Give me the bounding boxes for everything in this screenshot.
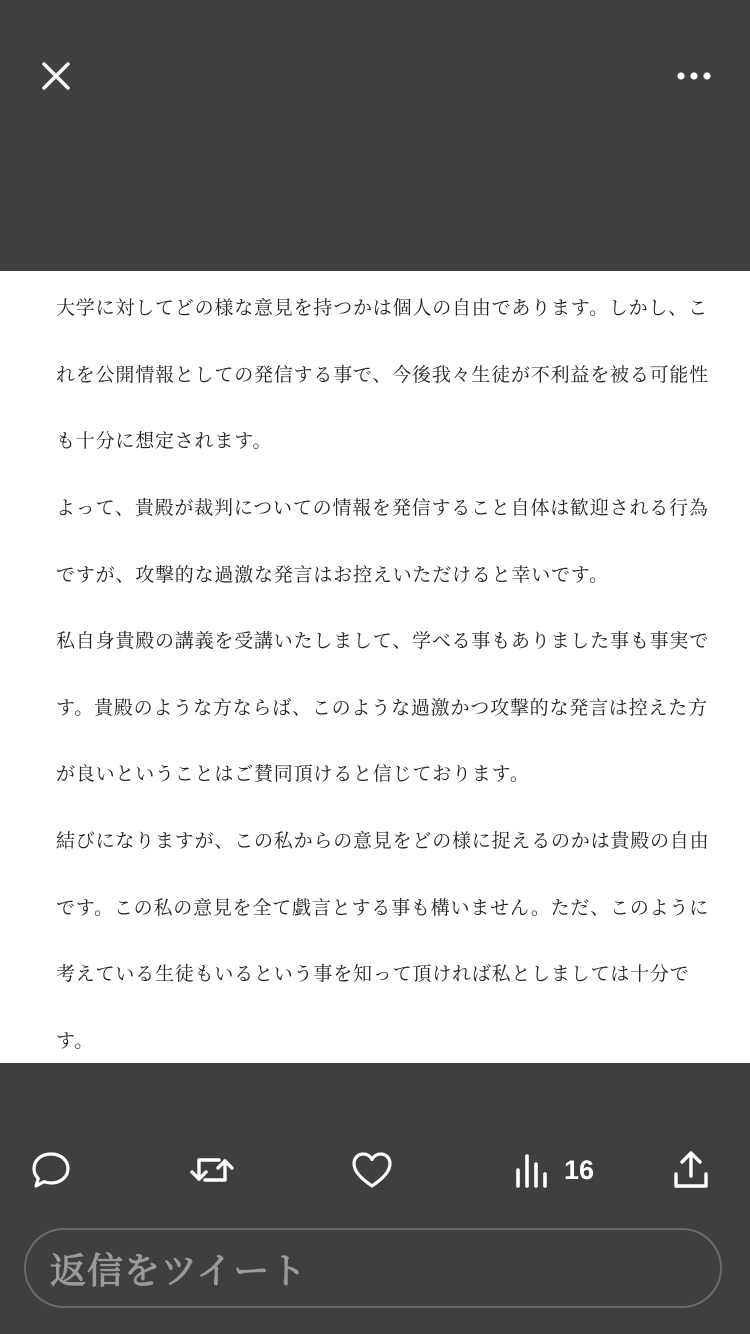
document-line: 大学に対してどの様な意見を持つかは個人の自由であります。しかし、こ — [56, 297, 708, 319]
heart-icon — [350, 1149, 394, 1191]
reply-placeholder: 返信をツイート — [50, 1250, 308, 1292]
document-line: 結びになりますが、この私からの意見をどの様に捉えるのかは貴殿の自由 — [56, 830, 710, 852]
document-image[interactable] — [0, 271, 750, 1063]
views-icon — [512, 1150, 552, 1190]
document-line: です。この私の意見を全て戯言とする事も構いません。ただ、このように — [56, 897, 710, 919]
like-button[interactable] — [350, 1146, 394, 1194]
share-button[interactable] — [670, 1146, 712, 1194]
tweet-actions-bar — [0, 1138, 750, 1202]
document-line: も十分に想定されます。 — [56, 430, 273, 452]
close-icon — [41, 61, 71, 91]
more-options-button[interactable] — [666, 48, 722, 104]
reply-icon — [30, 1149, 72, 1191]
views-button[interactable] — [512, 1146, 594, 1194]
retweet-button[interactable] — [189, 1146, 235, 1194]
views-count: 16 — [564, 1154, 595, 1185]
share-icon — [670, 1149, 712, 1191]
retweet-icon — [189, 1149, 235, 1191]
close-button[interactable] — [28, 48, 84, 104]
document-line: す。貴殿のような方ならば、このような過激かつ攻撃的な発言は控えた方 — [56, 697, 708, 719]
reply-button[interactable] — [30, 1146, 72, 1194]
document-line: す。 — [56, 1030, 95, 1052]
media-viewer-header — [0, 0, 750, 271]
document-line: 私自身貴殿の講義を受講いたしまして、学べる事もありました事も事実で — [56, 630, 710, 652]
document-line: れを公開情報としての発信する事で、今後我々生徒が不利益を被る可能性 — [56, 364, 710, 386]
document-line: が良いということはご賛同頂けると信じております。 — [56, 763, 530, 785]
document-line: 考えている生徒もいるという事を知って頂ければ私としましては十分で — [56, 963, 690, 985]
document-line: ですが、攻撃的な過激な発言はお控えいただけると幸いです。 — [56, 564, 609, 586]
document-line: よって、貴殿が裁判についての情報を発信すること自体は歓迎される行為 — [56, 497, 709, 519]
more-horizontal-icon — [676, 71, 712, 81]
reply-input[interactable] — [24, 1228, 722, 1308]
